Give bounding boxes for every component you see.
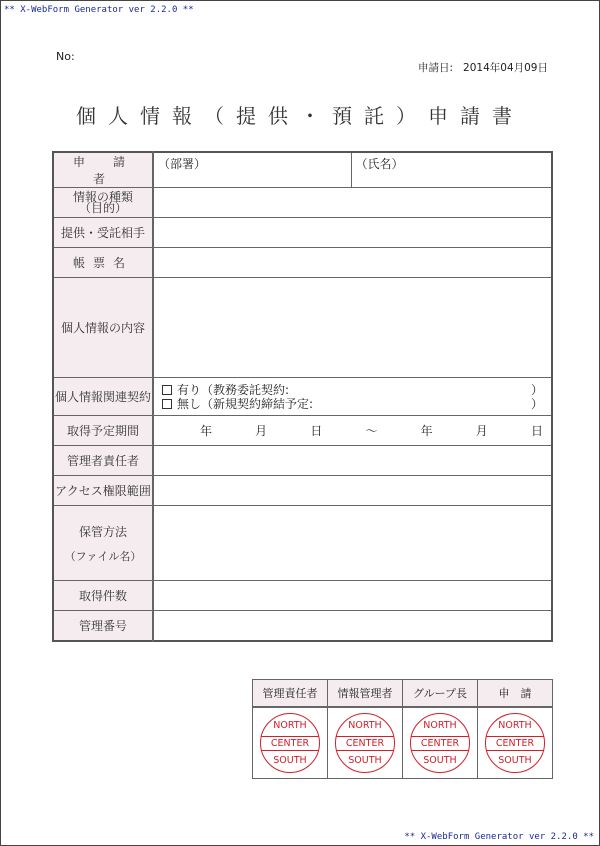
application-date <box>418 60 548 75</box>
mgmt-no-label: 管理番号 <box>53 611 153 641</box>
checkbox-no[interactable] <box>162 399 172 409</box>
contract-option-no-close: ） <box>530 396 543 411</box>
contract-option-yes-label: 有り（教務委託契約: <box>177 382 290 397</box>
storage-label-line2: （ファイル名） <box>64 549 142 563</box>
application-date-value: 2014年04月09日 <box>463 62 548 74</box>
seal-south: SOUTH <box>348 755 382 766</box>
seal-stamp-icon <box>485 713 545 773</box>
seal-stamp-icon <box>260 713 320 773</box>
info-type-label-line1: 情報の種類 <box>72 189 133 204</box>
approval-seal-row <box>253 707 553 779</box>
period-start-year: 年 <box>200 424 213 438</box>
seal-north: NORTH <box>498 720 532 731</box>
seal-stamp-icon <box>410 713 470 773</box>
period-end-day: 日 <box>530 424 543 438</box>
generator-banner-bottom: ** X-WebForm Generator ver 2.2.0 ** <box>404 832 594 842</box>
row-access <box>53 476 552 506</box>
storage-label-line1: 保管方法 <box>78 524 127 539</box>
seal-center: CENTER <box>261 736 319 751</box>
application-date-label: 申請日: <box>418 62 454 74</box>
contract-options <box>153 378 552 416</box>
seal-center: CENTER <box>486 736 544 751</box>
contract-option-no[interactable] <box>162 397 543 411</box>
info-type-label-line2: （目的） <box>78 200 127 215</box>
contract-option-no-label: 無し（新規契約締結予定: <box>177 396 314 411</box>
ledger-field[interactable] <box>153 248 552 278</box>
info-type-label <box>53 188 153 218</box>
access-field[interactable] <box>153 476 552 506</box>
partner-field[interactable] <box>153 218 552 248</box>
row-count <box>53 581 552 611</box>
count-field[interactable] <box>153 581 552 611</box>
row-partner <box>53 218 552 248</box>
approval-cell-info-manager[interactable] <box>328 707 403 779</box>
approval-header-row <box>253 680 553 708</box>
row-ledger <box>53 248 552 278</box>
seal-stamp-icon <box>335 713 395 773</box>
period-label: 取得予定期間 <box>53 416 153 446</box>
approval-cell-applicant[interactable] <box>478 707 553 779</box>
row-period <box>53 416 552 446</box>
contract-option-yes-close: ） <box>530 382 543 397</box>
seal-north: NORTH <box>348 720 382 731</box>
document-number-label: No: <box>56 50 75 63</box>
content-label: 個人情報の内容 <box>53 278 153 378</box>
access-label: アクセス権限範囲 <box>53 476 153 506</box>
seal-north: NORTH <box>273 720 307 731</box>
mgmt-no-field[interactable] <box>153 611 552 641</box>
content-field[interactable] <box>153 278 552 378</box>
checkbox-yes[interactable] <box>162 385 172 395</box>
ledger-label: 帳票名 <box>53 248 153 278</box>
manager-label: 管理者責任者 <box>53 446 153 476</box>
row-mgmt-no <box>53 611 552 641</box>
row-applicant <box>53 152 552 188</box>
seal-center: CENTER <box>411 736 469 751</box>
row-manager <box>53 446 552 476</box>
manager-field[interactable] <box>153 446 552 476</box>
seal-south: SOUTH <box>498 755 532 766</box>
contract-option-yes[interactable] <box>162 383 543 397</box>
info-type-field[interactable] <box>153 188 552 218</box>
storage-label <box>53 506 153 581</box>
approval-stamps <box>252 679 553 779</box>
row-content <box>53 278 552 378</box>
row-storage <box>53 506 552 581</box>
partner-label: 提供・受託相手 <box>53 218 153 248</box>
approval-cell-group-leader[interactable] <box>403 707 478 779</box>
storage-field[interactable] <box>153 506 552 581</box>
approval-cell-manager[interactable] <box>253 707 328 779</box>
applicant-label: 申 請 者 <box>53 152 153 188</box>
approval-header-group-leader: グループ長 <box>403 680 478 708</box>
period-tilde: ～ <box>365 424 378 438</box>
period-end-year: 年 <box>420 424 433 438</box>
seal-center: CENTER <box>336 736 394 751</box>
page-title: 個人情報（提供・預託）申請書 <box>76 104 524 128</box>
generator-banner-top: ** X-WebForm Generator ver 2.2.0 ** <box>4 5 194 15</box>
seal-south: SOUTH <box>423 755 457 766</box>
applicant-name-field[interactable]: （氏名） <box>351 152 552 188</box>
period-field[interactable] <box>153 416 552 446</box>
application-form <box>52 151 553 642</box>
count-label: 取得件数 <box>53 581 153 611</box>
period-start-month: 月 <box>255 424 268 438</box>
row-contract <box>53 378 552 416</box>
period-end-month: 月 <box>475 424 488 438</box>
seal-north: NORTH <box>423 720 457 731</box>
approval-header-info-manager: 情報管理者 <box>328 680 403 708</box>
applicant-dept-field[interactable]: （部署） <box>153 152 351 188</box>
seal-south: SOUTH <box>273 755 307 766</box>
contract-label: 個人情報関連契約 <box>53 378 153 416</box>
approval-header-manager: 管理責任者 <box>253 680 328 708</box>
approval-header-applicant: 申 請 <box>478 680 553 708</box>
row-info-type <box>53 188 552 218</box>
period-start-day: 日 <box>310 424 323 438</box>
